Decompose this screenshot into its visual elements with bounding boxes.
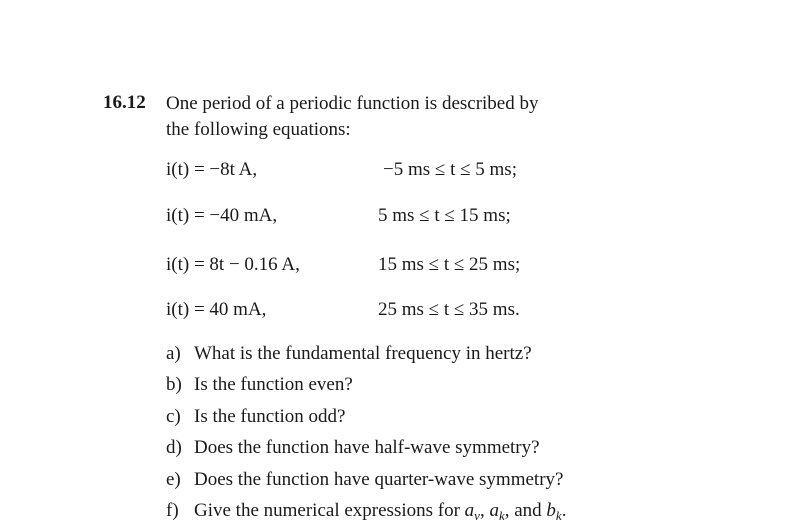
coef-bk: b [546, 499, 556, 521]
part-text: Is the function even? [194, 374, 353, 396]
part-b [166, 372, 566, 403]
part-c [166, 404, 566, 435]
question-parts [166, 341, 566, 529]
equation-1-expression: i(t) = −8t A, [166, 159, 258, 180]
coef-a: a [464, 499, 475, 521]
coef-ak: a [489, 499, 499, 521]
part-label: b) [166, 374, 182, 396]
coef-bk-sub: k [555, 507, 562, 523]
equation-1-range: −5 ms ≤ t ≤ 5 ms; [383, 159, 517, 180]
sep1: , [479, 499, 490, 521]
part-f [166, 498, 566, 529]
sep2: , and [504, 499, 547, 521]
part-label: a) [166, 343, 181, 364]
part-text: What is the fundamental frequency in hertz? [194, 343, 532, 364]
end-period: . [561, 499, 567, 521]
part-label: d) [166, 437, 182, 459]
problem-intro [166, 91, 646, 143]
coef-ak-sub: k [498, 507, 505, 523]
equation-2-range: 5 ms ≤ t ≤ 15 ms; [378, 205, 511, 226]
equation-3-range: 15 ms ≤ t ≤ 25 ms; [378, 254, 521, 275]
part-d [166, 435, 566, 466]
equation-3-expression: i(t) = 8t − 0.16 A, [166, 254, 300, 275]
part-label: e) [166, 468, 181, 490]
equation-2-expression: i(t) = −40 mA, [166, 205, 278, 226]
part-e [166, 467, 566, 498]
intro-line-1: One period of a periodic function is described by [166, 93, 539, 114]
part-label: f) [166, 499, 179, 521]
part-text: Give the numerical expressions for [194, 499, 460, 521]
part-text: Is the function odd? [194, 405, 346, 427]
problem-number: 16.12 [103, 92, 146, 113]
equation-4-expression: i(t) = 40 mA, [166, 299, 267, 320]
part-text: Does the function have half-wave symmetry? [194, 437, 540, 459]
equation-4-range: 25 ms ≤ t ≤ 35 ms. [378, 299, 520, 320]
part-text: Does the function have quarter-wave symmetry? [194, 468, 564, 490]
part-label: c) [166, 405, 181, 427]
part-a [166, 341, 566, 372]
intro-line-2: the following equations: [166, 119, 351, 140]
coef-a-sub: v [474, 507, 480, 523]
